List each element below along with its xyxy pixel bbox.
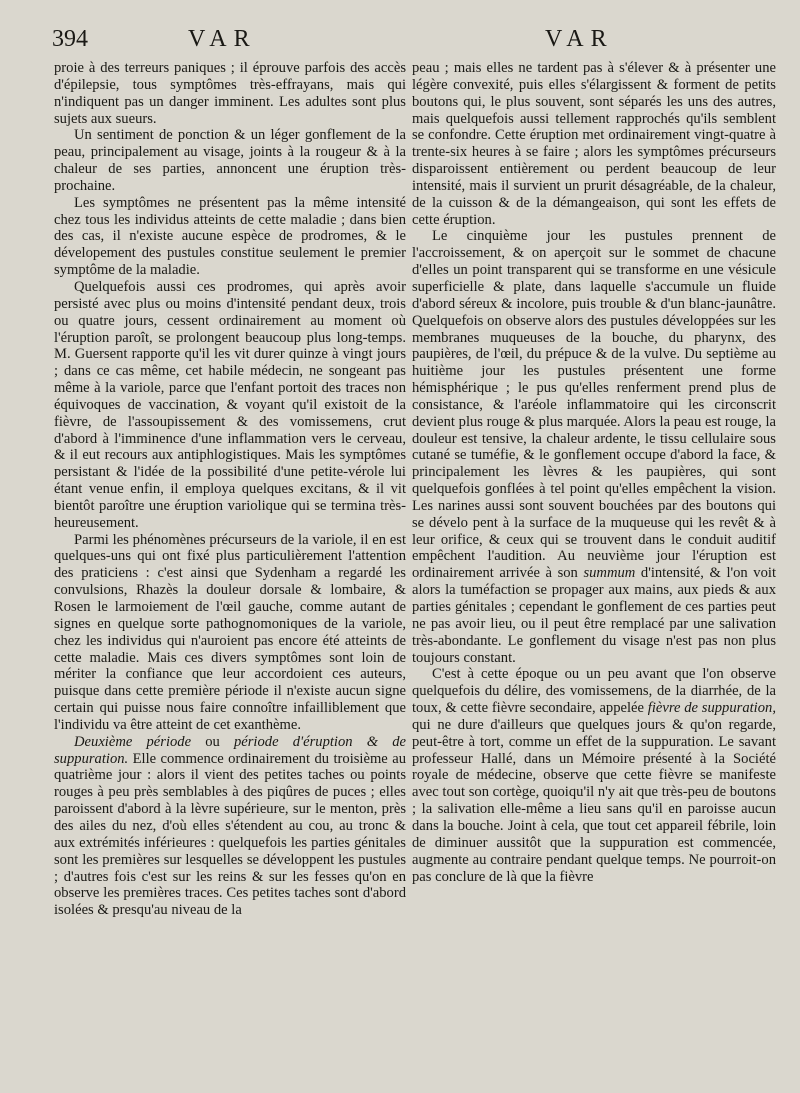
italic-term: fièvre de suppuration, (647, 700, 776, 717)
section-heading-italic: Deuxième période (74, 733, 192, 750)
paragraph: Un sentiment de ponction & un léger gonflement de la peau, principalement au visage, joints à la rougeur & à la chaleur de ses parties, annoncent une éruption très-prochaine. (54, 127, 406, 194)
paragraph: peau ; mais elles ne tardent pas à s'élever & à présenter une légère convexité, puis elles s'élargissent & forment de petits boutons qui, le plus souvent, sont séparés les uns des autres, mais quelquefois aussi tellement rapprochés qu'ils semblent se confondre. Cette éruption met ordinairement vingt-quatre à trente-six heures à se faire ; alors les symptômes précurseurs disparoissent entièrement ou perdent beaucoup de leur intensité, mais il survient un prurit désagréable, de la chaleur, de la cuisson & de la démangeaison, qui sont les effets de cette éruption. (412, 60, 776, 228)
heading-connector: ou (191, 733, 234, 750)
paragraph (54, 734, 406, 919)
paragraph: proie à des terreurs paniques ; il éprouve parfois des accès d'épilepsie, tous symptômes très-effrayans, mais qui n'indiquent pas un danger imminent. Les adultes sont plus sujets aux sueurs. (54, 60, 406, 127)
page-number: 394 (52, 26, 88, 52)
paragraph-text: Le cinquième jour les pustules prennent de l'accroissement, & on aperçoit sur le sommet de chacune d'elles un point transparent qui se transforme en une vésicule superficielle & plate, dans laquelle s'accumule un fluide d'abord séreux & incolore, puis trouble & d'un blanc-jaunâtre. Quelquefois on observe alors des pustules développées sur les membranes muqueuses de la bouche, du pharynx, des paupières, de l'œil, du prépuce & de la vulve. Du septième au huitième jour les pustules présentent une forme hémisphérique ; le pus qu'elles renferment prend plus de consistance, & l'aréole inflammatoire qui les circonscrit devient plus rouge & plus marquée. Alors la peau est rouge, la douleur est tensive, la chaleur ardente, le tissu cellulaire sous cutané se tuméfie, & le gonflement occupe d'abord la face, & principalement les lèvres & les paupières, qui sont quelquefois gonflées à tel point qu'elles empêchent la vision. Les narines aussi sont souvent bouchées par des boutons qui se dévelo pent à la surface de la muqueuse qui les revêt & à leur orifice, & ceux qui se trouvent dans le conduit auditif empêchent l'audition. Au neuvième jour l'éruption est ordinairement arrivée à son (412, 228, 776, 582)
paragraph-text: qui ne dure d'ailleurs que quelques jours & qu'on regarde, peut-être à tort, comme un effet de la suppuration. Le savant professeur Hallé, dans un Mémoire présenté à la Société royale de médecine, observe que cette fièvre se manifeste avec tout son cortège, quoiqu'il n'y ait que très-peu de boutons ; la salivation elle-même a lieu sans qu'il en paroisse aucun dans la bouche. Joint à cela, que tout cet appareil fébrile, loin de diminuer aussitôt que la suppuration est commencée, augmente au contraire pendant quelque temps. Ne pourroit-on pas conclure de là que la fièvre (412, 716, 776, 885)
left-column (54, 60, 406, 919)
right-column (412, 60, 776, 885)
running-head (0, 22, 800, 54)
paragraph (412, 228, 776, 666)
paragraph-text: Elle commence ordinairement du troisième au quatrième jour : alors il vient des petites taches ou points rouges à peu près semblables à des piqûres de puces ; elles paroissent d'abord à la lèvre supérieure, sur le menton, près des ailes du nez, d'où elles s'étendent au cou, au tronc & aux extrémités inférieures : quelquefois les parties génitales sont les premières sur lesquelles se développent les pustules ; d'autres fois c'est sur les reins & sur les fesses qu'on en observe les premières traces. Ces petites taches sont d'abord isolées & presqu'au niveau de la (54, 750, 406, 919)
italic-term: summum (583, 565, 636, 582)
paragraph: Parmi les phénomènes précurseurs de la variole, il en est quelques-uns qui ont fixé plus particulièrement l'attention des praticiens : c'est ainsi que Sydenham a regardé les convulsions, Rhazès la douleur dorsale & lombaire, & Rosen le larmoiement de l'œil gauche, comme autant de signes en quelque sorte pathognomoniques de la variole, chez les individus qui n'auroient pas encore été atteints de cette maladie. Mais ces divers symptômes sont loin de mériter la confiance que leur accordoient ces auteurs, puisque dans cette première période il n'existe aucun signe certain qui puisse nous faire connoître infailliblement que l'individu va être atteint de cet exanthème. (54, 531, 406, 733)
paragraph: Quelquefois aussi ces prodromes, qui après avoir persisté avec plus ou moins d'intensité pendant deux, trois ou quatre jours, cessent ordinairement au moment où l'éruption paroît, se prolongent beaucoup plus long-temps. M. Guersent rapporte qu'il les vit durer quinze à vingt jours ; dans ce cas même, cet habile médecin, ne songeant pas même à la variole, parce que l'enfant portoit des traces non équivoques de vaccination, & voyant qu'il existoit de la fièvre, de l'assoupissement & des vomissemens, crut d'abord à l'imminence d'une inflammation vers le cerveau, & il eut recours aux antiphlogistiques. Mais les symptômes persistant & l'idée de la possibilité d'une petite-vérole lui étant venue enfin, il employa quelques excitans, & il vit bientôt paroître une éruption variolique qui se termina très-heureusement. (54, 278, 406, 531)
running-title-left: VAR (188, 26, 257, 52)
running-title-right: VAR (545, 26, 614, 52)
paragraph: Les symptômes ne présentent pas la même intensité chez tous les individus atteints de cette maladie ; dans bien des cas, il n'existe aucune espèce de prodromes, & le dévelopement des pustules constitue seulement le premier symptôme de la maladie. (54, 194, 406, 279)
paragraph-text: d'intensité, & l'on voit alors la tuméfaction se propager aux mains, aux pieds & aux parties génitales ; cependant le gonflement de ces parties peut ne pas avoir lieu, ou il peut être remplacé par une salivation très-abondante. Le gonflement du visage n'est pas non plus toujours constant. (412, 565, 777, 666)
section-heading-italic: période d'éruption & de suppuration. (54, 733, 406, 767)
paragraph (412, 666, 776, 885)
paragraph-text: C'est à cette époque ou un peu avant que l'on observe quelquefois du délire, des vomissemens, de la diarrhée, de la toux, & cette fièvre secondaire, appelée (412, 666, 776, 717)
